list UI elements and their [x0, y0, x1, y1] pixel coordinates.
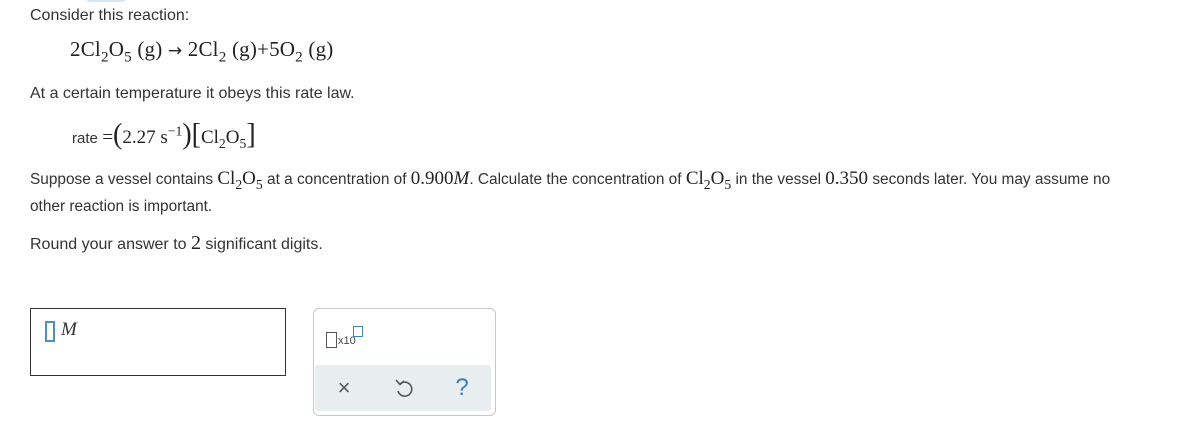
rate-intro-text: At a certain temperature it obeys this rate law. — [30, 85, 355, 102]
answer-toolbar — [315, 365, 491, 411]
intro-text: Consider this reaction: — [30, 7, 190, 24]
mantissa-box-icon — [326, 332, 337, 348]
answer-unit: M — [61, 319, 77, 340]
x10-label: x10 — [338, 335, 356, 347]
answer-input-field[interactable] — [45, 321, 55, 342]
clear-icon[interactable]: × — [337, 375, 351, 400]
question-text: Suppose a vessel contains $Cl_2O_5$ at a concentration of 0.900M. Calculate the concentration of $Cl_2O_5$ in the vessel 0.350 seconds later. You may assume no — [30, 168, 1111, 192]
reaction-equation: $2Cl_2O_5$ $(g) \to 2Cl_2$ $(g)+5O_2$ (g) — [70, 37, 334, 66]
reaction-arrow: → — [167, 41, 183, 61]
scientific-notation-button[interactable] — [326, 330, 374, 352]
question-text-line2: other reaction is important. — [30, 198, 213, 215]
rounding-instruction: Round your answer to 2 significant digits. — [30, 232, 323, 254]
exponent-box-icon — [353, 326, 363, 337]
math-tools-panel — [313, 308, 496, 416]
undo-icon[interactable] — [391, 375, 417, 401]
top-tab-indicator — [86, 0, 126, 2]
rate-law: rate =(2.27 $s^{-1})[Cl_2O_5]$ — [72, 118, 256, 151]
answer-input-area[interactable] — [30, 308, 286, 376]
help-icon[interactable]: ? — [455, 374, 469, 401]
